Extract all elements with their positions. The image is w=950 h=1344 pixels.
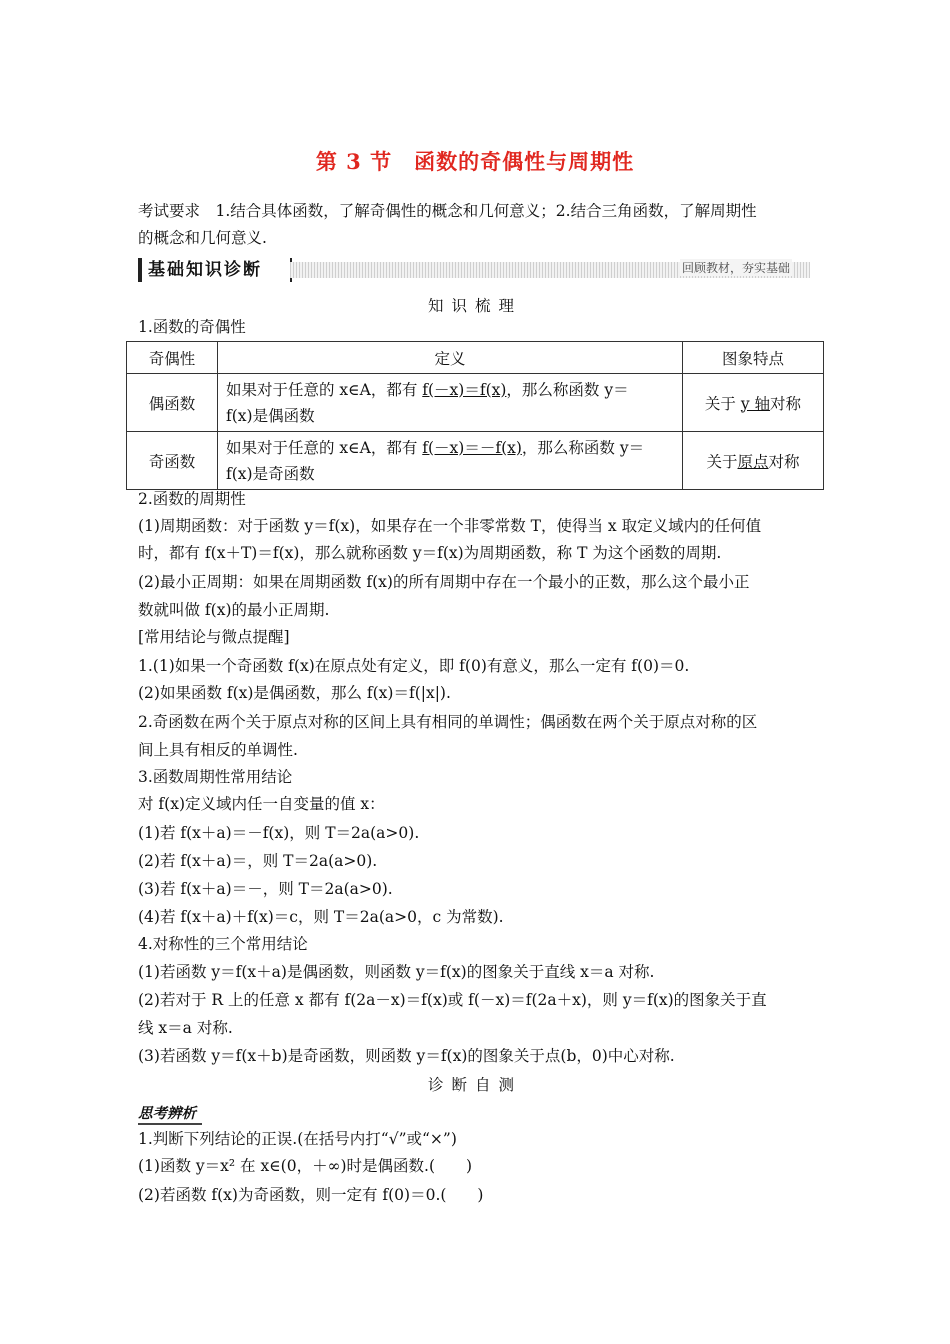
definition-text: ，那么称函数 y＝	[506, 380, 629, 399]
row-feature	[683, 374, 824, 432]
body-line: (2)若对于 R 上的任意 x 都有 f(2a－x)＝f(x)或 f(－x)＝f(2a＋x)，则 y＝f(x)的图象关于直	[138, 991, 767, 1009]
body-line: 3.函数周期性常用结论	[138, 768, 293, 786]
feature-text: 关于	[706, 452, 738, 471]
definition-text: f(x)是偶函数	[226, 406, 315, 425]
table-header-cell: 奇偶性	[127, 342, 218, 374]
definition-text: 如果对于任意的 x∈A，都有	[226, 438, 423, 457]
body-line: 数就叫做 f(x)的最小正周期.	[138, 601, 330, 619]
table-header-row	[127, 342, 824, 374]
body-line: 对 f(x)定义域内任一自变量的值 x：	[138, 795, 385, 813]
body-line: 2.函数的周期性	[138, 490, 246, 508]
body-line: (2)如果函数 f(x)是偶函数，那么 f(x)＝f(|x|).	[138, 684, 451, 702]
row-definition	[218, 432, 683, 490]
definition-text: f(x)是奇函数	[226, 464, 315, 483]
banner-subtitle: 回顾教材，夯实基础	[681, 261, 790, 275]
row-name: 奇函数	[127, 432, 218, 490]
feature-key: 原点	[737, 452, 769, 471]
body-line: 1.(1)如果一个奇函数 f(x)在原点处有定义，即 f(0)有意义，那么一定有 f(0)＝0.	[138, 657, 690, 675]
body-line: (4)若 f(x＋a)＋f(x)＝c，则 T＝2a(a>0，c 为常数).	[138, 908, 504, 926]
row-name: 偶函数	[127, 374, 218, 432]
definition-text: 如果对于任意的 x∈A，都有	[226, 380, 423, 399]
requirement-line-1: 考试要求 1.结合具体函数，了解奇偶性的概念和几何意义；2.结合三角函数，了解周期性	[138, 202, 757, 220]
body-line: (2)最小正周期：如果在周期函数 f(x)的所有周期中存在一个最小的正数，那么这个最小正	[138, 573, 750, 591]
table-row	[127, 374, 824, 432]
definition-text: ，那么称函数 y＝	[521, 438, 645, 457]
section-1-heading: 1.函数的奇偶性	[138, 318, 246, 336]
thinking-subheading: 思考辨析	[138, 1102, 202, 1125]
body-line: (3)若 f(x＋a)＝－，则 T＝2a(a>0).	[138, 880, 393, 898]
definition-key: f(－x)＝f(x)	[422, 380, 507, 399]
body-line: (1)若 f(x＋a)＝－f(x)，则 T＝2a(a>0).	[138, 824, 420, 842]
body-line: 间上具有相反的单调性.	[138, 741, 298, 759]
feature-text: 对称	[770, 394, 802, 413]
diagnosis-heading: 诊断自测	[427, 1076, 522, 1094]
knowledge-heading: 知识梳理	[427, 297, 522, 315]
body-line: (2)若 f(x＋a)＝，则 T＝2a(a>0).	[138, 852, 378, 870]
table-header-cell: 定义	[218, 342, 683, 374]
row-feature	[683, 432, 824, 490]
body-line: (1)周期函数：对于函数 y＝f(x)，如果存在一个非零常数 T，使得当 x 取定义域内的任何值	[138, 517, 762, 535]
table-row	[127, 432, 824, 490]
banner-label: 基础知识诊断	[138, 258, 292, 282]
definition-key: f(－x)＝－f(x)	[422, 438, 522, 457]
requirement-line-2: 的概念和几何意义.	[138, 229, 267, 247]
exercise-line: 1.判断下列结论的正误.(在括号内打“√”或“×”)	[138, 1130, 457, 1148]
body-line: 线 x＝a 对称.	[138, 1019, 233, 1037]
body-line: (3)若函数 y＝f(x＋b)是奇函数，则函数 y＝f(x)的图象关于点(b，0)中心对称.	[138, 1047, 675, 1065]
body-line: 4.对称性的三个常用结论	[138, 935, 308, 953]
body-line: 2.奇函数在两个关于原点对称的区间上具有相同的单调性；偶函数在两个关于原点对称的区	[138, 713, 758, 731]
exercise-line: (1)函数 y＝x² 在 x∈(0，＋∞)时是偶函数.( )	[138, 1157, 473, 1175]
exercise-line: (2)若函数 f(x)为奇函数，则一定有 f(0)＝0.( )	[138, 1186, 484, 1204]
table-header-cell: 图象特点	[683, 342, 824, 374]
body-line: (1)若函数 y＝f(x＋a)是偶函数，则函数 y＝f(x)的图象关于直线 x＝a 对称.	[138, 963, 655, 981]
section-banner	[138, 258, 810, 284]
page-title: 第 3 节 函数的奇偶性与周期性	[315, 149, 635, 174]
feature-key: y 轴	[740, 394, 771, 413]
parity-table	[126, 341, 824, 490]
row-definition	[218, 374, 683, 432]
feature-text: 关于	[704, 394, 741, 413]
feature-text: 对称	[768, 452, 800, 471]
body-line: [常用结论与微点提醒]	[138, 628, 290, 646]
body-line: 时，都有 f(x＋T)＝f(x)，那么就称函数 y＝f(x)为周期函数，称 T 为这个函数的周期.	[138, 544, 722, 562]
